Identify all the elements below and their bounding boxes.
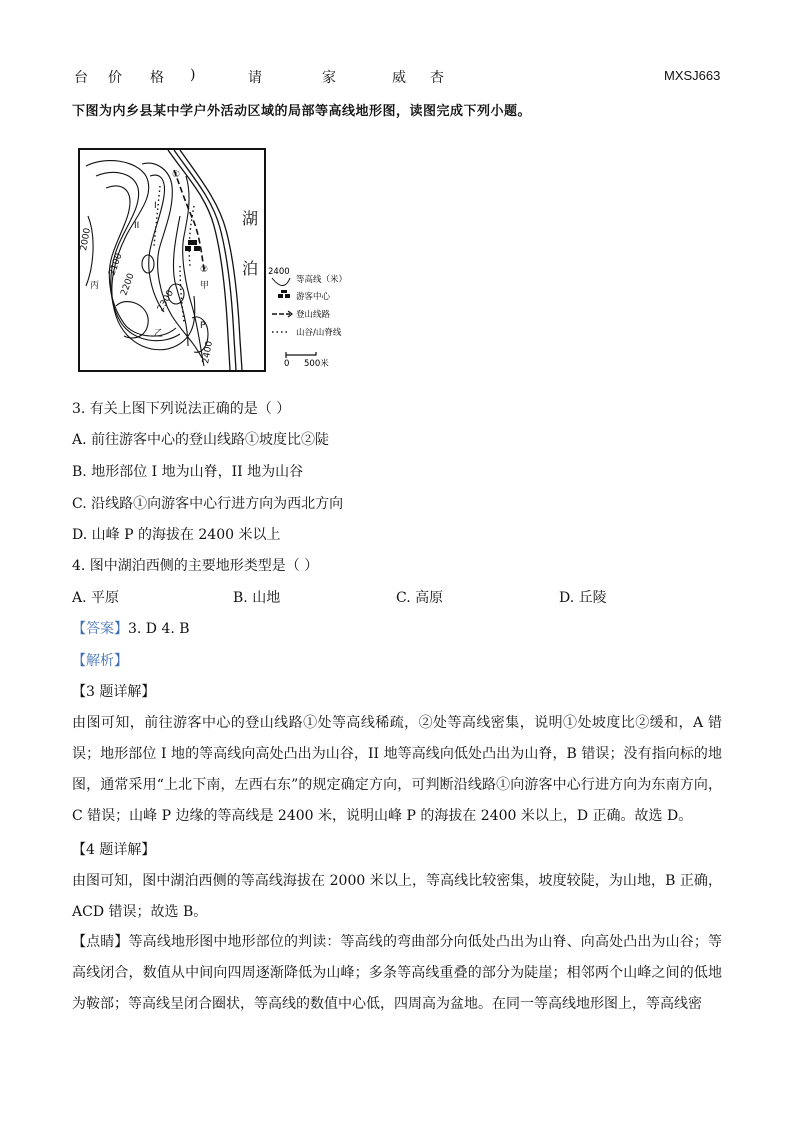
header-word: 价 [108, 70, 123, 86]
q4-option-c: C. 高原 [396, 590, 444, 606]
q3-option-b: B. 地形部位 I 地为山脊，II 地为山谷 [72, 464, 304, 480]
detail4-label: 【4 题详解】 [72, 842, 156, 858]
q4-option-b: B. 山地 [233, 590, 281, 606]
legend-scale-dist: 500米 [304, 359, 329, 369]
legend-contour-label: 等高线（米） [296, 275, 348, 285]
header-word: 格 [150, 70, 165, 86]
label-bing: 丙 [90, 281, 100, 291]
legend-contour-icon [272, 278, 290, 286]
legend-route-label: 登山线路 [296, 310, 331, 320]
legend-center-label: 游客中心 [296, 292, 331, 302]
document-code: MXSJ663 [664, 68, 721, 83]
header-word: 台 [74, 70, 89, 86]
legend-center-icon [278, 290, 290, 298]
q4-option-d: D. 丘陵 [559, 590, 607, 606]
answer-row [72, 619, 190, 639]
legend-scale-bar [286, 352, 316, 358]
route-1-marker: ① [172, 170, 181, 180]
visitor-center-icon [185, 240, 200, 251]
label-jia: 甲 [200, 281, 210, 291]
lake-label-1: 湖 [242, 209, 259, 228]
legend-contour-value: 2400 [268, 267, 290, 277]
q3-option-c: C. 沿线路①向游客中心行进方向为西北方向 [72, 496, 344, 512]
label-2300: 2300 [155, 288, 177, 314]
header-word: 威 [392, 70, 407, 86]
lake-label-2: 泊 [242, 259, 259, 278]
answer-label: 【答案】 [72, 621, 128, 637]
label-p: P [200, 321, 206, 331]
label-roman-2: II [134, 221, 140, 231]
header-word: ) [190, 67, 197, 83]
tip-text: 等高线地形图中地形部位的判读：等高线的弯曲部分向低处凸出为山脊、向高处凸出为山谷；等高线闭合，数值从中间向四周逐渐降低为山峰；多条等高线重叠的部分为陡崖；相邻两个山峰之间的低地为鞍部；等高线呈闭合圈状，等高线的数值中心低，四周高为盆地。在同一等高线地形图上，等高线密 [72, 934, 723, 1012]
analysis-label: 【解析】 [72, 653, 128, 669]
label-roman-1: I [154, 201, 157, 211]
detail3-label: 【3 题详解】 [72, 684, 156, 700]
q3-option-a: A. 前往游客中心的登山线路①坡度比②陡 [72, 432, 330, 448]
label-yi: 乙 [154, 329, 164, 339]
map-legend [268, 267, 347, 369]
tip-paragraph [72, 927, 722, 1020]
header-word: 请 [248, 70, 263, 86]
header-word: 杏 [430, 70, 445, 86]
answer-text: 3. D 4. B [128, 621, 190, 637]
legend-ridge-label: 山谷/山脊线 [296, 328, 342, 338]
intro-text: 下图为内乡县某中学户外活动区域的局部等高线地形图，读图完成下列小题。 [72, 104, 532, 119]
q4-option-a: A. 平原 [72, 590, 120, 606]
label-2200: 2200 [119, 272, 137, 298]
contour-lines [86, 161, 208, 366]
label-2100: 2100 [107, 252, 125, 278]
q3-stem: 3. 有关上图下列说法正确的是（ ） [72, 401, 291, 417]
q3-option-d: D. 山峰 P 的海拔在 2400 米以上 [72, 527, 281, 543]
q4-stem: 4. 图中湖泊西侧的主要地形类型是（ ） [72, 558, 319, 574]
detail4-text: 由图可知，图中湖泊西侧的等高线海拔在 2000 米以上，等高线比较密集，坡度较陡，为山地，B 正确，ACD 错误；故选 B。 [72, 873, 722, 920]
label-2000: 2000 [79, 227, 93, 252]
legend-scale-zero: 0 [284, 359, 290, 369]
contour-map [76, 146, 371, 374]
tip-label: 【点睛】 [72, 934, 129, 950]
detail3-text: 由图可知，前往游客中心的登山线路①处等高线稀疏，②处等高线密集，说明①处坡度比②缓和，A 错误；地形部位 I 地的等高线向高处凸出为山谷，II 地等高线向低处凸出为山脊，B 错误；没有指向标的地图，通常采用“上北下南，左西右东”的规定确定方向，可判断沿线路①向游客中心行进方向为东南方向，C 错误；山峰 P 边缘的等高线是 2400 米，说明山峰 P 的海拔在 2400 米以上，D 正确。故选 D。 [72, 715, 722, 824]
route-2-marker: ② [200, 265, 209, 275]
label-2400: 2400 [201, 340, 215, 365]
header-word: 家 [322, 70, 337, 86]
